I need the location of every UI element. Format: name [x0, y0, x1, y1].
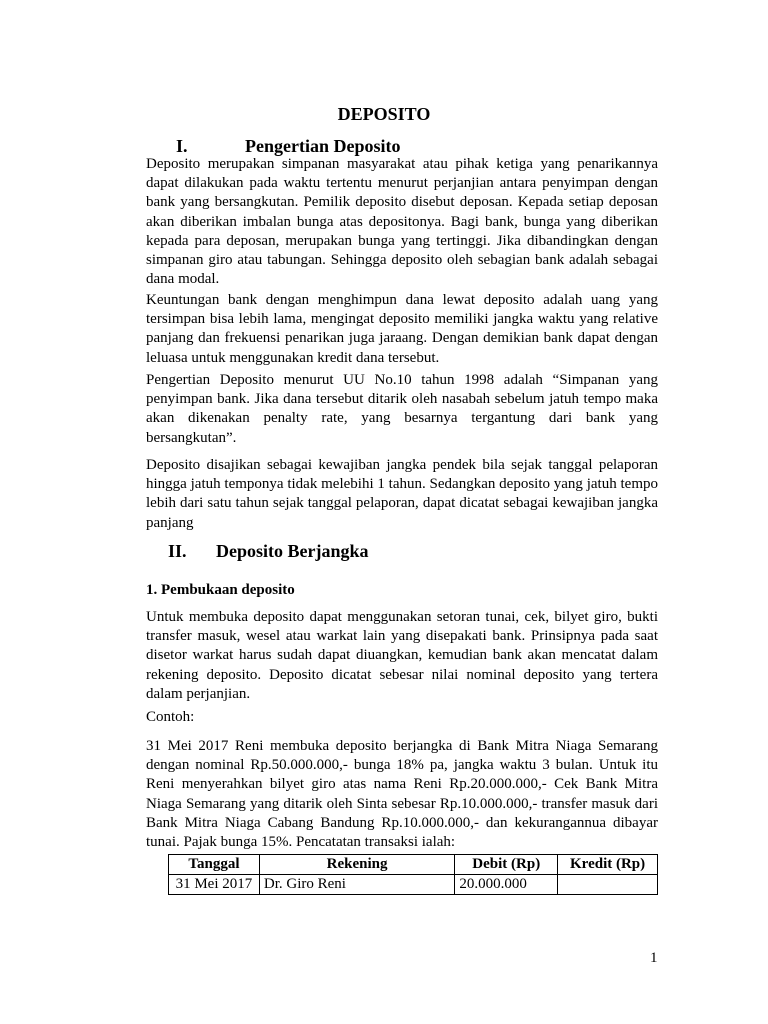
table-cell-credit	[558, 875, 658, 895]
section-2-title: Deposito Berjangka	[216, 541, 369, 561]
section-1-paragraph-1: Deposito merupakan simpanan masyarakat atau pihak ketiga yang penarikannya dapat dilakukan pada waktu tertentu menurut perjanjian antara penyimpan dengan bank yang bersangkutan. Pemilik deposito disebut deposan. Kepada setiap deposan akan diberikan imbalan bunga atas depositonya. Bagi bank, bunga yang diberikan kepada para deposan, merupakan bunga yang tertinggi. Jika dibandingkan dengan simpanan giro atau tabungan. Sehingga deposito oleh sebagian bank adalah sebagai dana modal.	[146, 156, 658, 288]
table-row	[169, 875, 658, 895]
table-cell-debit: 20.000.000	[455, 875, 558, 895]
section-1-paragraph-4: Deposito disajikan sebagai kewajiban jangka pendek bila sejak tanggal pelaporan hingga jatuh temponya tidak melebihi 1 tahun. Sedangkan deposito yang jatuh tempo lebih dari satu tahun sejak tanggal pelaporan, dapat dicatat sebagai kewajiban jangka panjang	[146, 457, 658, 531]
table-header-tanggal: Tanggal	[169, 855, 260, 875]
section-1-paragraph-2: Keuntungan bank dengan menghimpun dana lewat deposito adalah uang yang tersimpan bisa lebih lama, mengingat deposito memiliki jangka waktu yang relative panjang dan frekuensi penarikan juga jaraang. Dengan demikian bank dapat dengan leluasa untuk menggunakan kredit dana tersebut.	[146, 292, 658, 366]
section-1-number: I.	[176, 136, 188, 156]
example-label: Contoh:	[146, 709, 195, 725]
table-header-rekening: Rekening	[259, 855, 454, 875]
page-number: 1	[650, 950, 658, 966]
table-cell-date: 31 Mei 2017	[169, 875, 260, 895]
section-1-title: Pengertian Deposito	[245, 136, 401, 156]
section-2-paragraph-1: Untuk membuka deposito dapat menggunakan setoran tunai, cek, bilyet giro, bukti transfer masuk, wesel atau warkat lain yang disepakati bank. Prinsipnya pada saat disetor warkat harus sudah dapat diuangkan, kemudian bank akan mencatat dalam rekening deposito. Deposito dicatat sebesar nilai nominal deposito yang tertera dalam perjanjian.	[146, 609, 658, 702]
example-paragraph: 31 Mei 2017 Reni membuka deposito berjangka di Bank Mitra Niaga Semarang dengan nominal Rp.50.000.000,- bunga 18% pa, jangka waktu 3 bulan. Untuk itu Reni menyerahkan bilyet giro atas nama Reni Rp.20.000.000,- Cek Bank Mitra Niaga Semarang yang ditarik oleh Sinta sebesar Rp.10.000.000,- transfer masuk dari Bank Mitra Niaga Cabang Bandung Rp.10.000.000,- dan kekurangannua dibayar tunai. Pajak bunga 15%. Pencatatan transaksi ialah:	[146, 738, 658, 851]
section-1-paragraph-3: Pengertian Deposito menurut UU No.10 tahun 1998 adalah “Simpanan yang penyimpan bank. Jika dana tersebut ditarik oleh nasabah sebelum jatuh tempo maka akan dikenakan penalty rate, yang besarnya tergantung dari bank yang bersangkutan”.	[146, 372, 658, 446]
table-header-kredit: Kredit (Rp)	[558, 855, 658, 875]
transaction-table	[168, 854, 658, 895]
table-header-row	[169, 855, 658, 875]
document-title: DEPOSITO	[337, 104, 431, 124]
table-header-debit: Debit (Rp)	[455, 855, 558, 875]
section-2-number: II.	[168, 541, 187, 561]
subsection-heading: 1. Pembukaan deposito	[146, 582, 295, 598]
table-cell-account: Dr. Giro Reni	[259, 875, 454, 895]
